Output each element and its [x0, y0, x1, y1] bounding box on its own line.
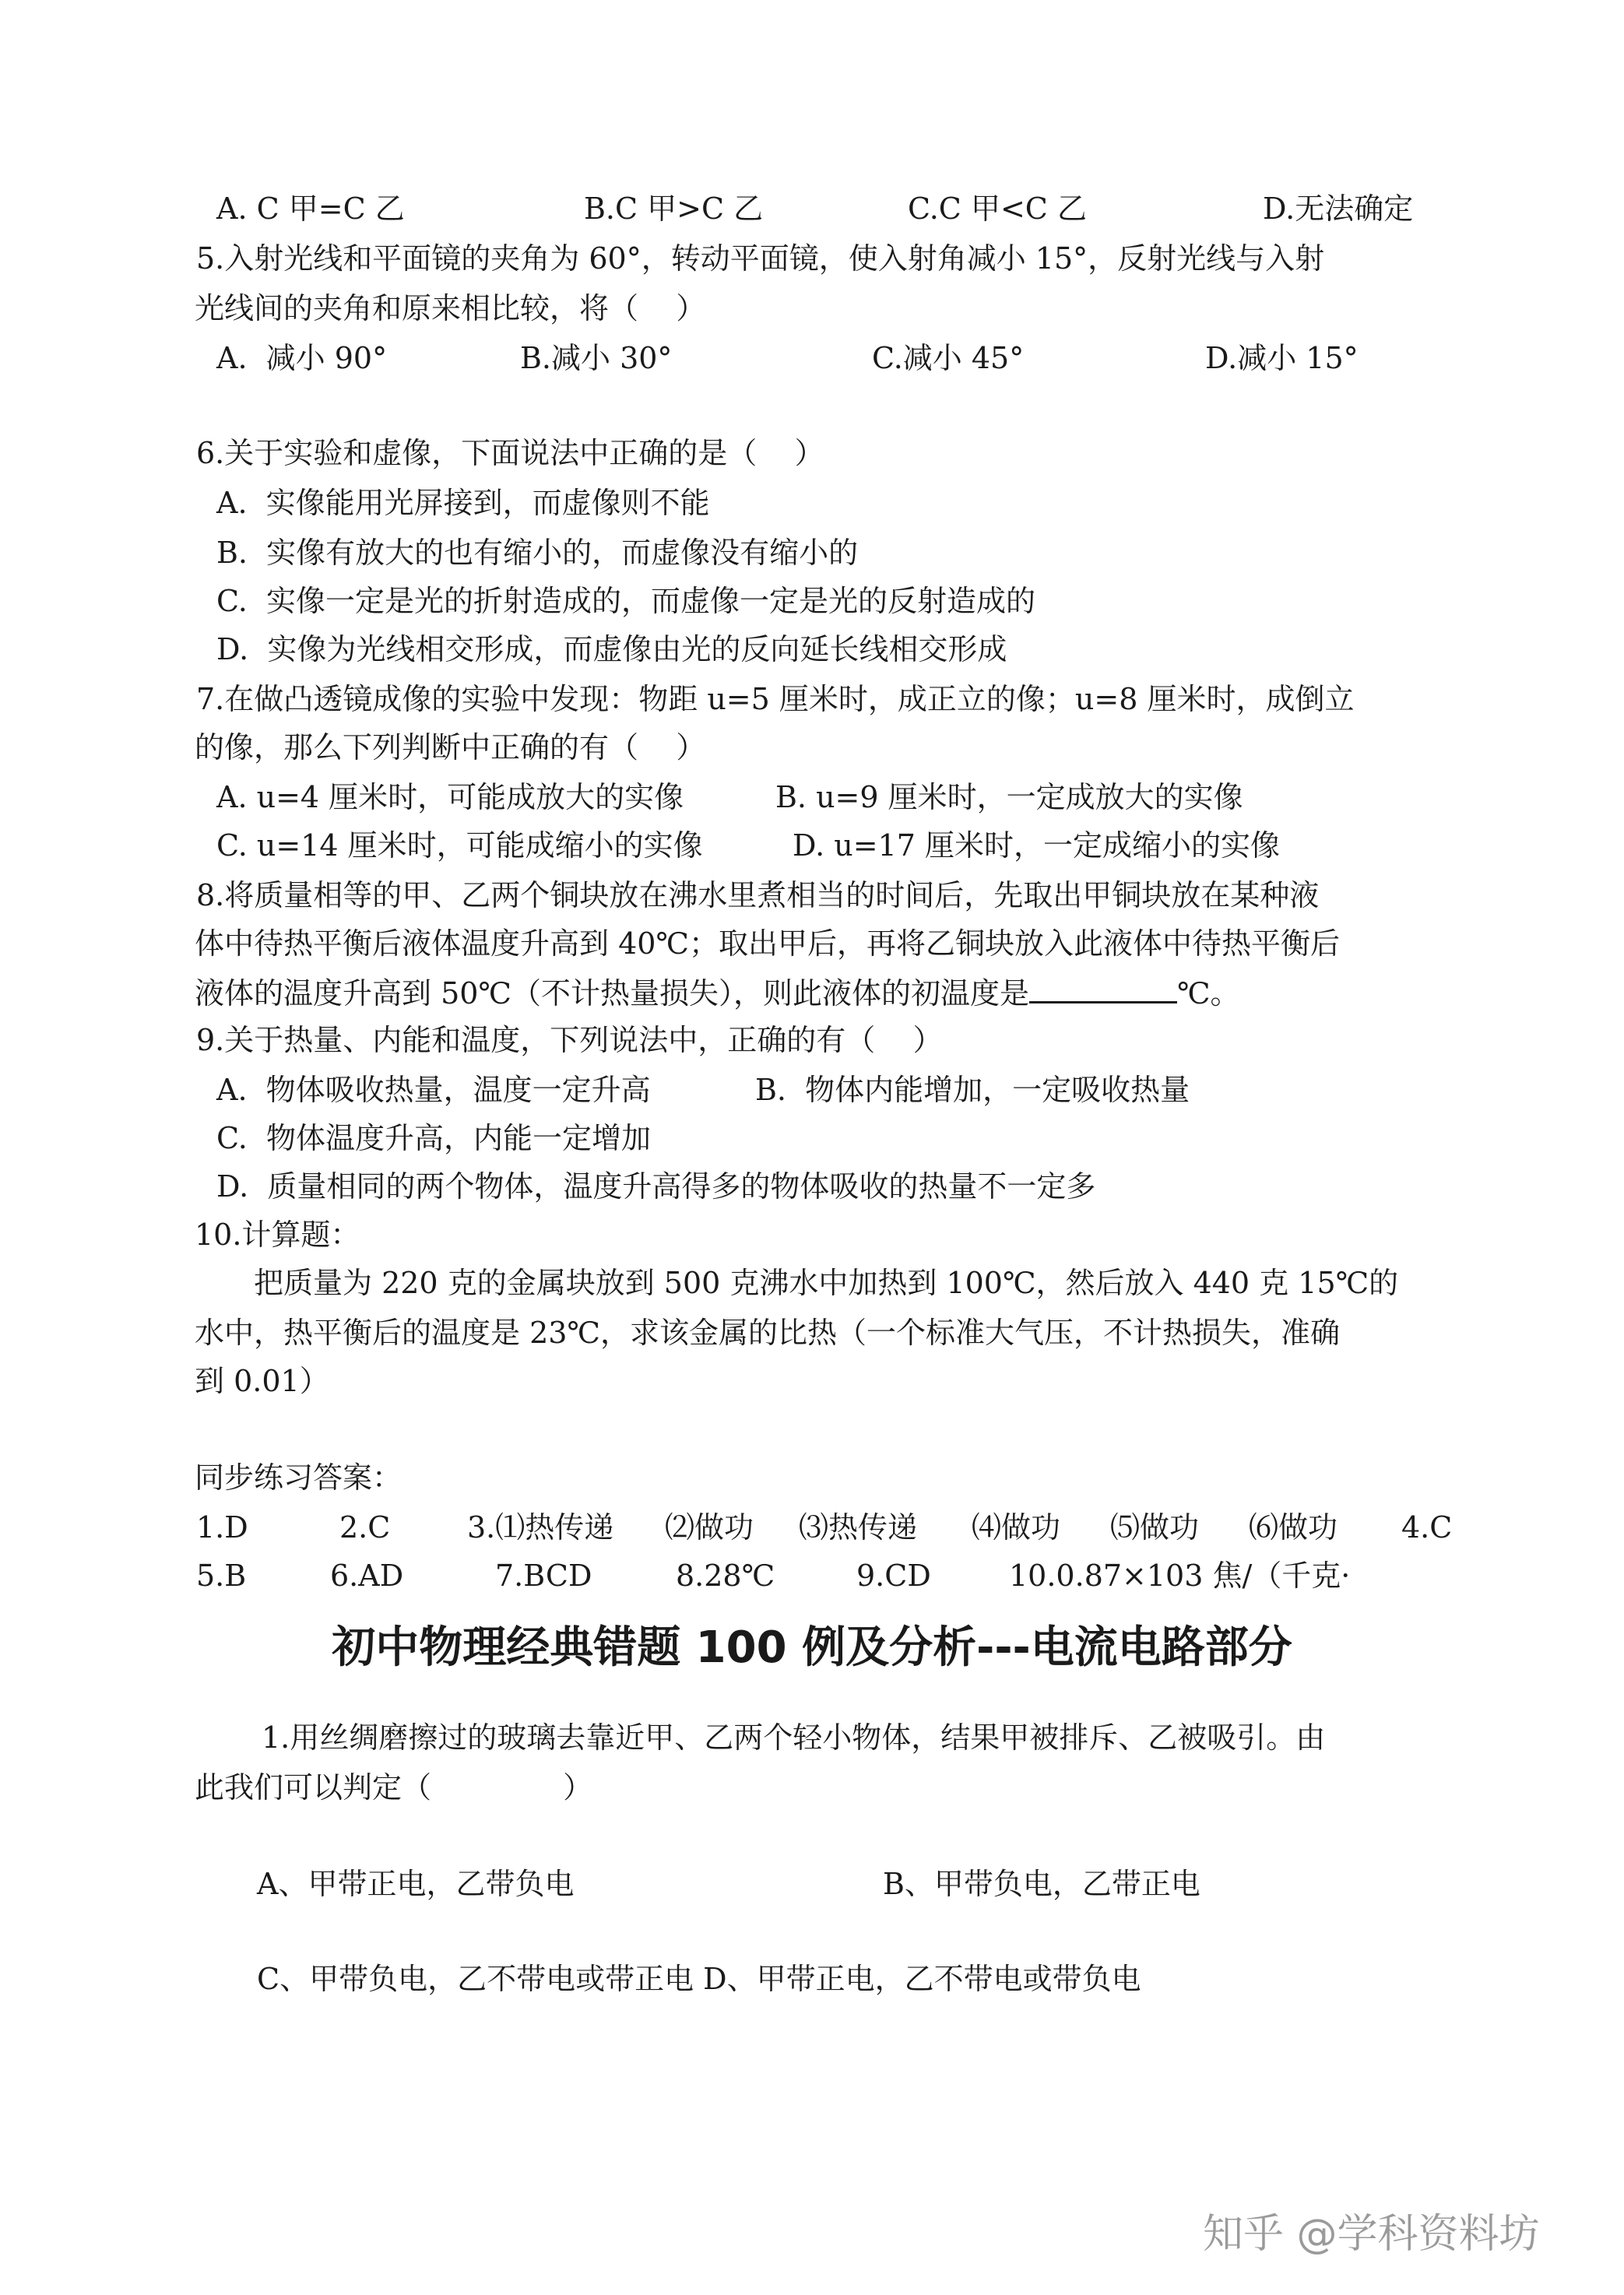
q6-option-a: A. 实像能用光屏接到，而虚像则不能 [216, 486, 710, 520]
answer-item: 6.AD [330, 1559, 404, 1593]
q6-option-d: D. 实像为光线相交形成，而虚像由光的反向延长线相交形成 [216, 632, 1007, 666]
q5-option-c: C.减小 45° [872, 341, 1025, 375]
q5-stem-line1: 5.入射光线和平面镜的夹角为 60°，转动平面镜，使入射角减小 15°，反射光线与入射 [196, 241, 1325, 276]
answer-item: ⑶热传递 [799, 1510, 918, 1545]
q7-option-b: B. u=9 厘米时，一定成放大的实像 [775, 780, 1243, 814]
answers-heading: 同步练习答案： [195, 1460, 402, 1495]
q8-stem-line1: 8.将质量相等的甲、乙两个铜块放在沸水里煮相当的时间后，先取出甲铜块放在某种液 [196, 878, 1320, 912]
answer-item: 9.CD [856, 1559, 931, 1593]
q7-option-d: D. u=17 厘米时，一定成缩小的实像 [793, 828, 1281, 863]
q9-option-b: B. 物体内能增加，一定吸收热量 [755, 1073, 1190, 1107]
answer-item: ⑷做功 [972, 1510, 1061, 1545]
q4-option-c: C.C 甲<C 乙 [908, 192, 1087, 226]
q10-line1: 把质量为 220 克的金属块放到 500 克沸水中加热到 100℃，然后放入 440 克 15℃的 [254, 1266, 1399, 1300]
answer-blank[interactable] [1029, 975, 1177, 1003]
q5-option-a: A. 减小 90° [216, 341, 388, 375]
q8-line3-text: 液体的温度升高到 50℃（不计热量损失），则此液体的初温度是 [195, 976, 1029, 1010]
q7-stem-line2: 的像，那么下列判断中正确的有（ ） [195, 730, 706, 764]
q10-label: 10.计算题： [195, 1218, 360, 1252]
q5-option-b: B.减小 30° [520, 341, 673, 375]
q9-option-c: C. 物体温度升高，内能一定增加 [216, 1121, 651, 1155]
q7-stem-line1: 7.在做凸透镜成像的实验中发现：物距 u=5 厘米时，成正立的像；u=8 厘米时，成倒立 [196, 682, 1355, 716]
q8-stem-line3 [195, 975, 1239, 1010]
q4-option-b: B.C 甲>C 乙 [584, 192, 764, 226]
q8-stem-line2: 体中待热平衡后液体温度升高到 40℃；取出甲后，再将乙铜块放入此液体中待热平衡后 [195, 926, 1340, 961]
answer-item: 8.28℃ [676, 1559, 775, 1593]
q6-option-c: C. 实像一定是光的折射造成的，而虚像一定是光的反射造成的 [216, 584, 1035, 618]
s1-option-b: B、甲带负电，乙带正电 [883, 1867, 1200, 1901]
answer-item: 7.BCD [495, 1559, 592, 1593]
q9-stem: 9.关于热量、内能和温度，下列说法中，正确的有（ ） [196, 1023, 943, 1057]
section-title: 初中物理经典错题 100 例及分析---电流电路部分 [332, 1622, 1292, 1673]
answer-item: 5.B [196, 1559, 247, 1593]
q8-unit: ℃。 [1176, 976, 1240, 1010]
q9-option-a: A. 物体吸收热量，温度一定升高 [216, 1073, 651, 1107]
q6-option-b: B. 实像有放大的也有缩小的，而虚像没有缩小的 [216, 536, 859, 570]
answer-item: ⑸做功 [1110, 1510, 1200, 1545]
s1-option-a: A、甲带正电，乙带负电 [257, 1867, 575, 1901]
s1-option-cd: C、甲带负电，乙不带电或带正电 D、甲带正电，乙不带电或带负电 [257, 1962, 1141, 1996]
s1-stem-line1: 1.用丝绸磨擦过的玻璃去靠近甲、乙两个轻小物体，结果甲被排斥、乙被吸引。由 [262, 1720, 1326, 1755]
answer-item: ⑵做功 [665, 1510, 754, 1545]
q7-option-a: A. u=4 厘米时，可能成放大的实像 [216, 780, 684, 814]
q9-option-d: D. 质量相同的两个物体，温度升高得多的物体吸收的热量不一定多 [216, 1169, 1096, 1204]
answer-item: 3.⑴热传递 [467, 1510, 614, 1545]
q4-option-a: A. C 甲=C 乙 [216, 192, 405, 226]
q4-option-d: D.无法确定 [1263, 192, 1414, 226]
answer-item: 2.C [339, 1510, 391, 1545]
watermark: 知乎 @学科资料坊 [1203, 2211, 1540, 2258]
answer-item: 4.C [1401, 1510, 1453, 1545]
q5-option-d: D.减小 15° [1205, 341, 1359, 375]
q6-stem: 6.关于实验和虚像，下面说法中正确的是（ ） [196, 436, 824, 470]
answer-item: 10.0.87×103 焦/（千克· [1009, 1559, 1351, 1593]
answer-item: 1.D [196, 1510, 248, 1545]
q10-line2: 水中，热平衡后的温度是 23℃，求该金属的比热（一个标准大气压，不计热损失，准确 [195, 1316, 1340, 1350]
q7-option-c: C. u=14 厘米时，可能成缩小的实像 [216, 828, 703, 863]
s1-stem-line2: 此我们可以判定（ ） [195, 1770, 593, 1805]
answer-item: ⑹做功 [1249, 1510, 1338, 1545]
q5-stem-line2: 光线间的夹角和原来相比较，将（ ） [195, 291, 706, 325]
q10-line3: 到 0.01） [195, 1364, 329, 1398]
